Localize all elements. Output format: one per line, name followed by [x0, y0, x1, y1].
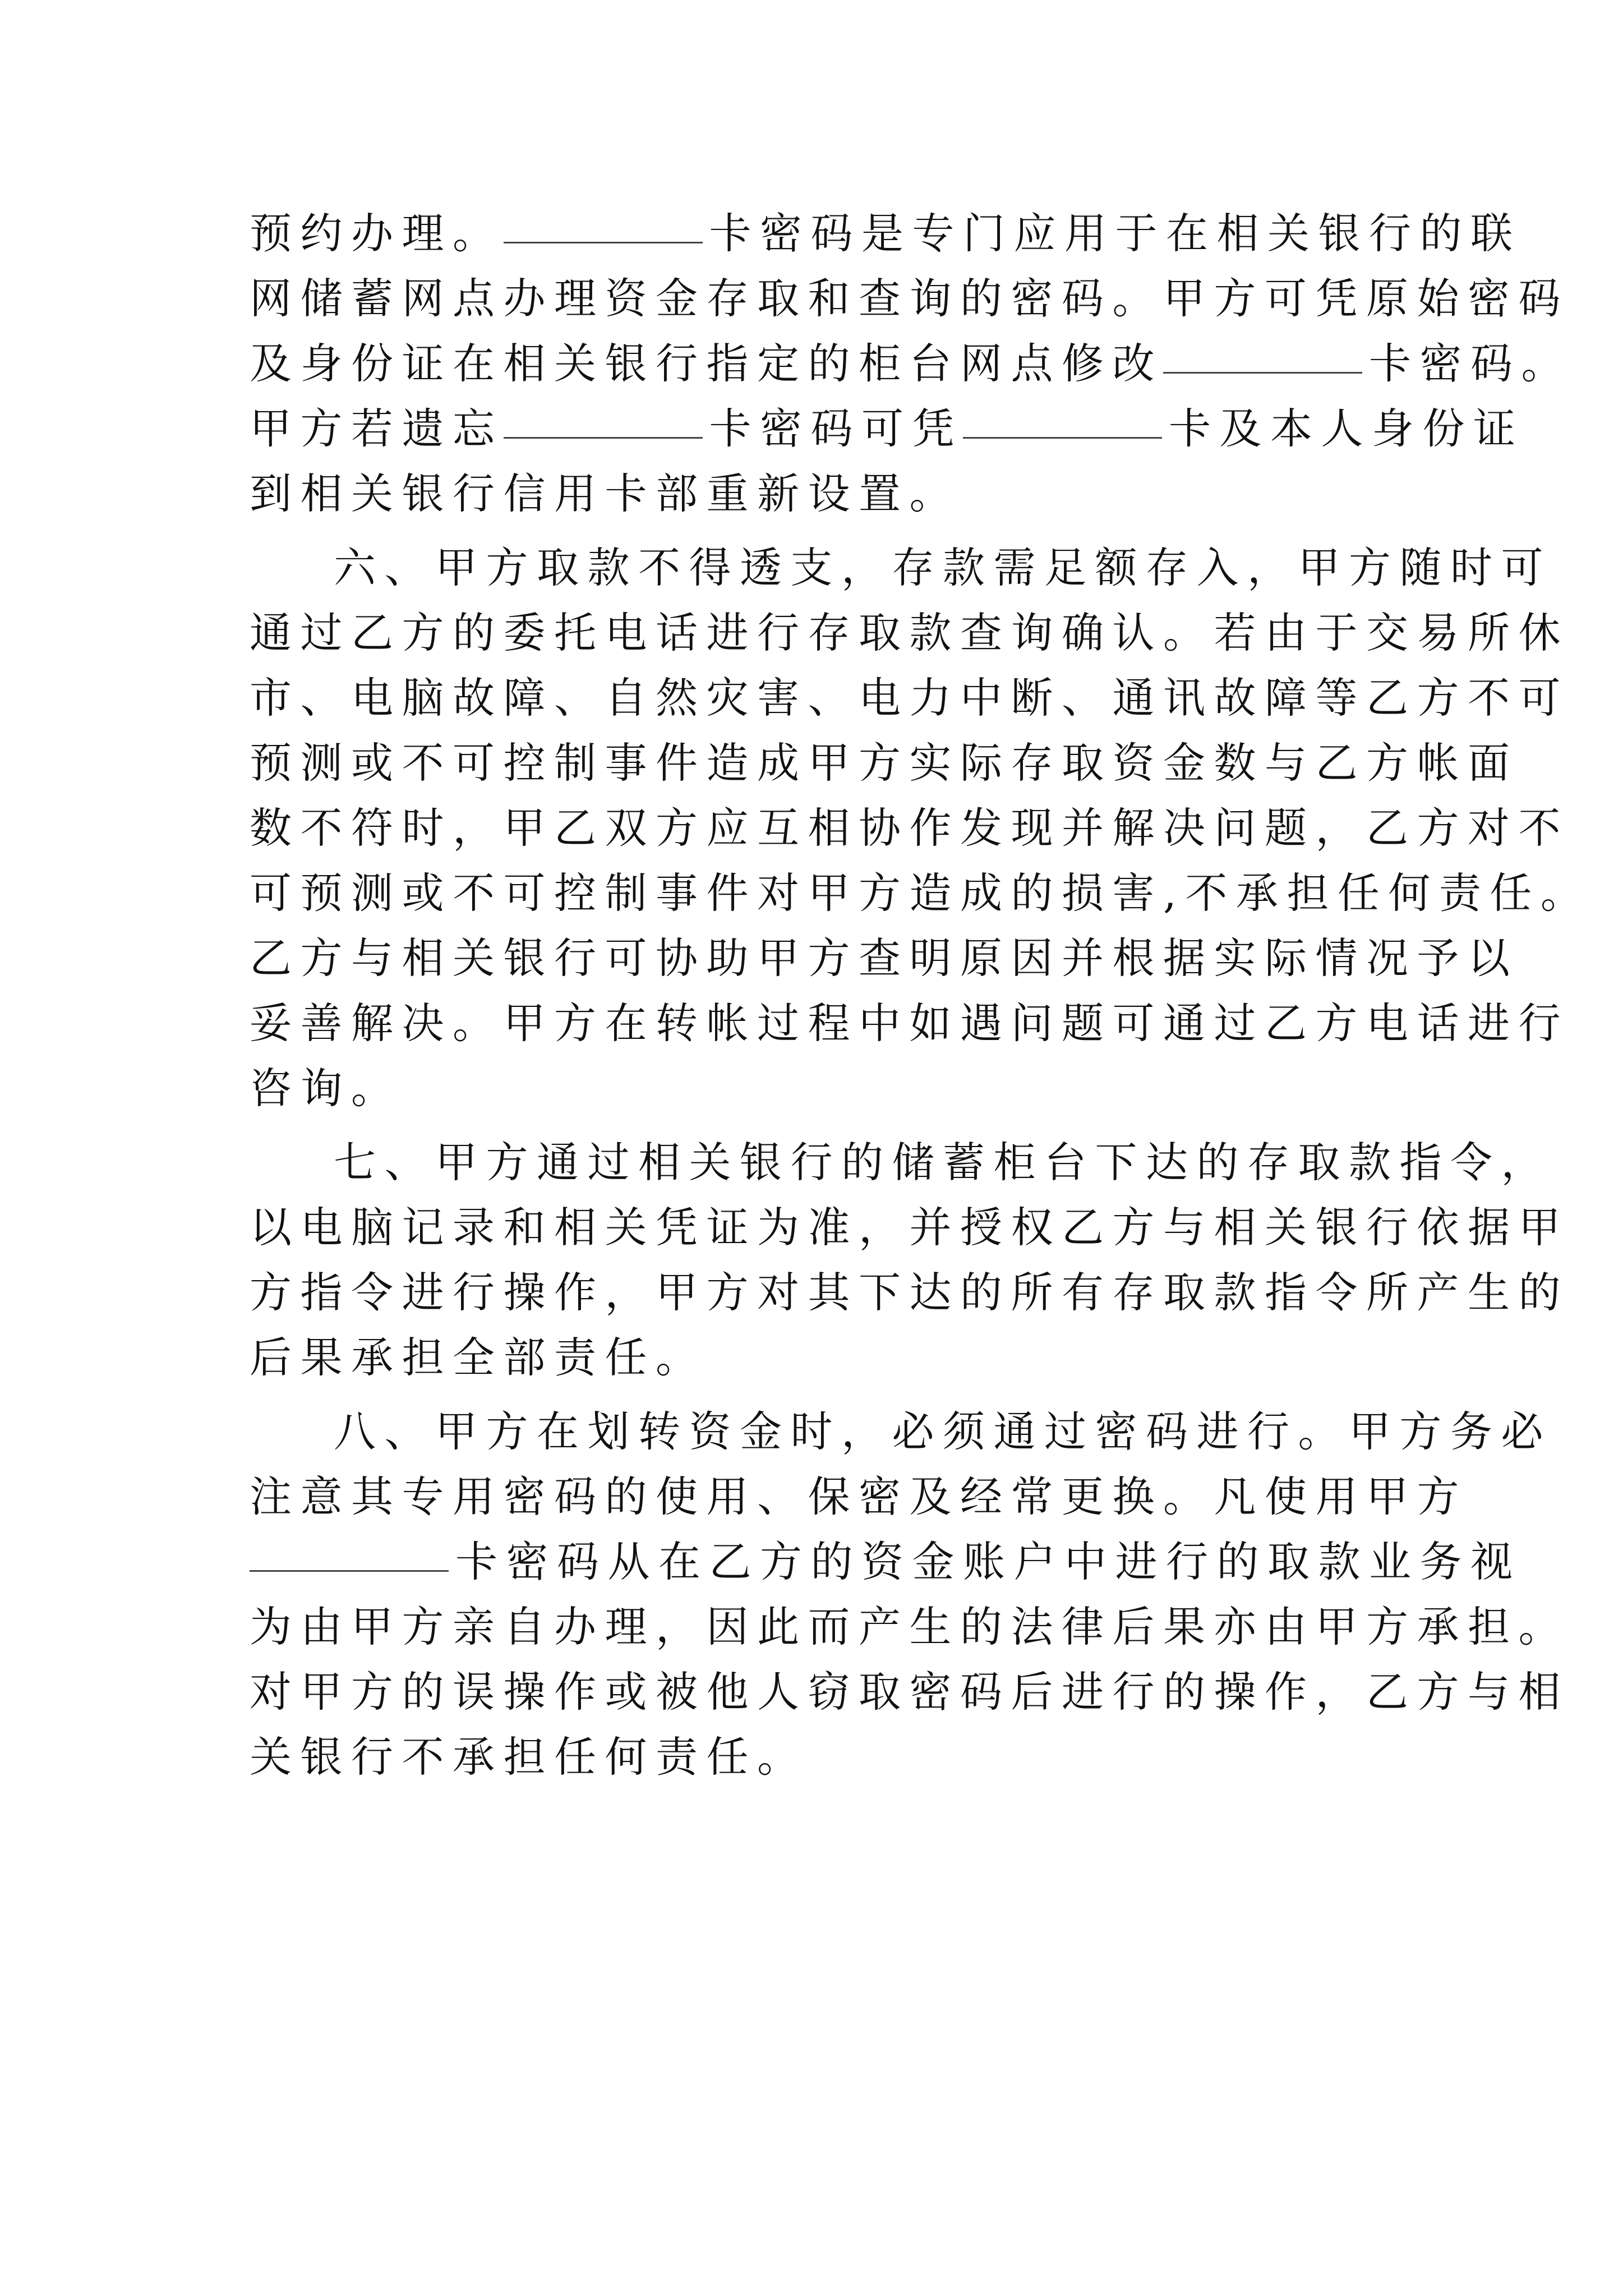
blank-field: [504, 204, 703, 243]
text-segment: 卡密码。: [1369, 339, 1573, 388]
text-line: [250, 201, 1521, 266]
text-line: 网储蓄网点办理资金存取和查询的密码。甲方可凭原始密码: [250, 274, 1570, 323]
text-line: 以电脑记录和相关凭证为准，并授权乙方与相关银行依据甲: [250, 1203, 1570, 1252]
blank-field: [963, 399, 1162, 439]
text-segment: 及身份证在相关银行指定的柜台网点修改: [250, 339, 1164, 388]
text-line: 到相关银行信用卡部重新设置。: [250, 469, 961, 518]
text-line: 七、甲方通过相关银行的储蓄柜台下达的存取款指令，: [334, 1138, 1552, 1187]
paragraph-7: [250, 1130, 1570, 1390]
text-line: 可预测或不可控制事件对甲方造成的损害,不承担任何责任。: [250, 868, 1592, 918]
text-line: 咨询。: [250, 1064, 402, 1113]
paragraph-gap: [250, 1390, 1399, 1399]
text-segment: 预约办理。: [250, 209, 504, 258]
text-segment: 卡密码从在乙方的资金账户中进行的取款业务视: [455, 1537, 1521, 1586]
text-line: 乙方与相关银行可协助甲方查明原因并根据实际情况予以: [250, 933, 1519, 983]
paragraph-gap: [250, 526, 1399, 535]
text-line: 市、电脑故障、自然灾害、电力中断、通讯故障等乙方不可: [250, 673, 1570, 723]
text-line: 妥善解决。甲方在转帐过程中如遇问题可通过乙方电话进行: [250, 999, 1570, 1048]
paragraph-gap: [250, 1121, 1399, 1130]
paragraph-6: [250, 535, 1592, 1121]
text-line: 注意其专用密码的使用、保密及经常更换。凡使用甲方: [250, 1472, 1468, 1521]
text-segment: 甲方若遗忘: [250, 404, 504, 453]
paragraph-5: [250, 201, 1573, 526]
text-line: 通过乙方的委托电话进行存取款查询确认。若由于交易所休: [250, 608, 1570, 657]
text-segment: 卡及本人身份证: [1169, 404, 1524, 453]
text-line: [250, 1529, 1521, 1594]
text-line: 后果承担全部责任。: [250, 1333, 707, 1382]
blank-field: [1163, 334, 1362, 374]
text-line: 方指令进行操作，甲方对其下达的所有存取款指令所产生的: [250, 1268, 1570, 1317]
text-line: 对甲方的误操作或被他人窃取密码后进行的操作，乙方与相: [250, 1667, 1570, 1717]
text-line: 为由甲方亲自办理，因此而产生的法律后果亦由甲方承担。: [250, 1602, 1570, 1651]
text-segment: 卡密码可凭: [709, 404, 963, 453]
blank-field: [504, 399, 703, 439]
text-segment: 卡密码是专门应用于在相关银行的联: [709, 209, 1521, 258]
text-line: 预测或不可控制事件造成甲方实际存取资金数与乙方帐面: [250, 738, 1519, 788]
blank-field: [250, 1532, 449, 1572]
text-line: 数不符时，甲乙双方应互相协作发现并解决问题，乙方对不: [250, 803, 1570, 853]
paragraph-8: [250, 1399, 1570, 1789]
text-line: 八、甲方在划转资金时，必须通过密码进行。甲方务必: [334, 1407, 1552, 1456]
text-line: 关银行不承担任何责任。: [250, 1732, 808, 1782]
text-line: 六、甲方取款不得透支，存款需足额存入，甲方随时可: [334, 543, 1552, 592]
text-line: [250, 396, 1524, 461]
text-line: [250, 331, 1573, 396]
document-body: [250, 201, 1592, 1789]
